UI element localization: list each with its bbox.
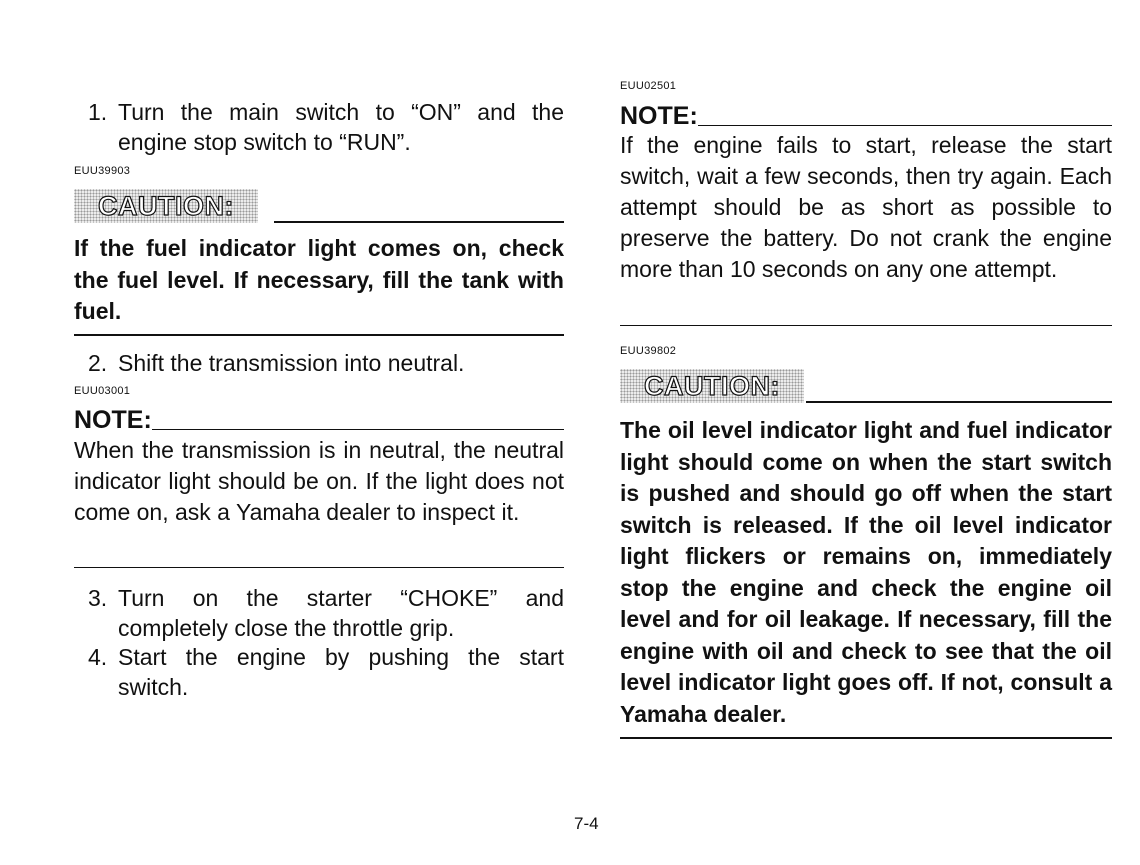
caution-label: CAUTION: xyxy=(98,190,234,221)
note-text: When the transmission is in neutral, the neutral indicator light should be on. If the light does not come on, ask a Yamaha dealer to inspect it. xyxy=(74,437,564,525)
note-label: NOTE: xyxy=(74,406,152,434)
section-code: EUU39903 xyxy=(74,165,131,177)
step-text: Shift the transmission into neutral. xyxy=(118,350,465,376)
caution-badge xyxy=(74,189,258,223)
note-header xyxy=(74,406,564,436)
step-2 xyxy=(68,348,564,378)
step-1 xyxy=(68,97,564,157)
step-text: Turn the main switch to “ON” and the engine stop switch to “RUN”. xyxy=(118,99,564,155)
note-header xyxy=(620,102,1112,132)
caution-label: CAUTION: xyxy=(644,370,780,401)
caution-badge xyxy=(620,369,804,403)
section-code: EUU03001 xyxy=(74,385,131,397)
step-4 xyxy=(68,642,564,702)
section-code: EUU02501 xyxy=(620,80,677,92)
step-text: Start the engine by pushing the start switch. xyxy=(118,644,564,700)
caution-header xyxy=(74,189,564,225)
note-end-rule xyxy=(74,567,564,568)
caution-rule xyxy=(806,401,1112,403)
caution-text: If the fuel indicator light comes on, check the fuel level. If necessary, fill the tank with fuel. xyxy=(74,235,564,324)
caution-end-rule xyxy=(74,334,564,336)
step-3 xyxy=(68,583,564,643)
caution-header xyxy=(620,369,1112,405)
step-number: 3. xyxy=(88,585,108,611)
page-number: 7-4 xyxy=(574,814,599,833)
note-end-rule xyxy=(620,325,1112,326)
step-number: 2. xyxy=(88,350,108,376)
step-number: 1. xyxy=(88,99,108,125)
caution-rule xyxy=(274,221,564,223)
section-code: EUU39802 xyxy=(620,345,677,357)
note-rule xyxy=(152,429,564,431)
caution-end-rule xyxy=(620,737,1112,739)
note-rule xyxy=(698,125,1112,127)
step-number: 4. xyxy=(88,644,108,670)
caution-text: The oil level indicator light and fuel indicator light should come on when the start switch is pushed and should go off when the start switch is released. If the oil level indicator light flickers or remains on, immediately stop the engine and check the engine oil level and for oil leakage. If necessary, fill the engine with oil and check to see that the oil level indicator light goes off. If not, consult a Yamaha dealer. xyxy=(620,417,1112,727)
note-label: NOTE: xyxy=(620,102,698,130)
note-text: If the engine fails to start, release the start switch, wait a few seconds, then try again. Each attempt should be as short as possible to preserve the battery. Do not crank the engine more than 10 seconds on any one attempt. xyxy=(620,132,1112,282)
step-text: Turn on the starter “CHOKE” and completely close the throttle grip. xyxy=(118,585,564,641)
